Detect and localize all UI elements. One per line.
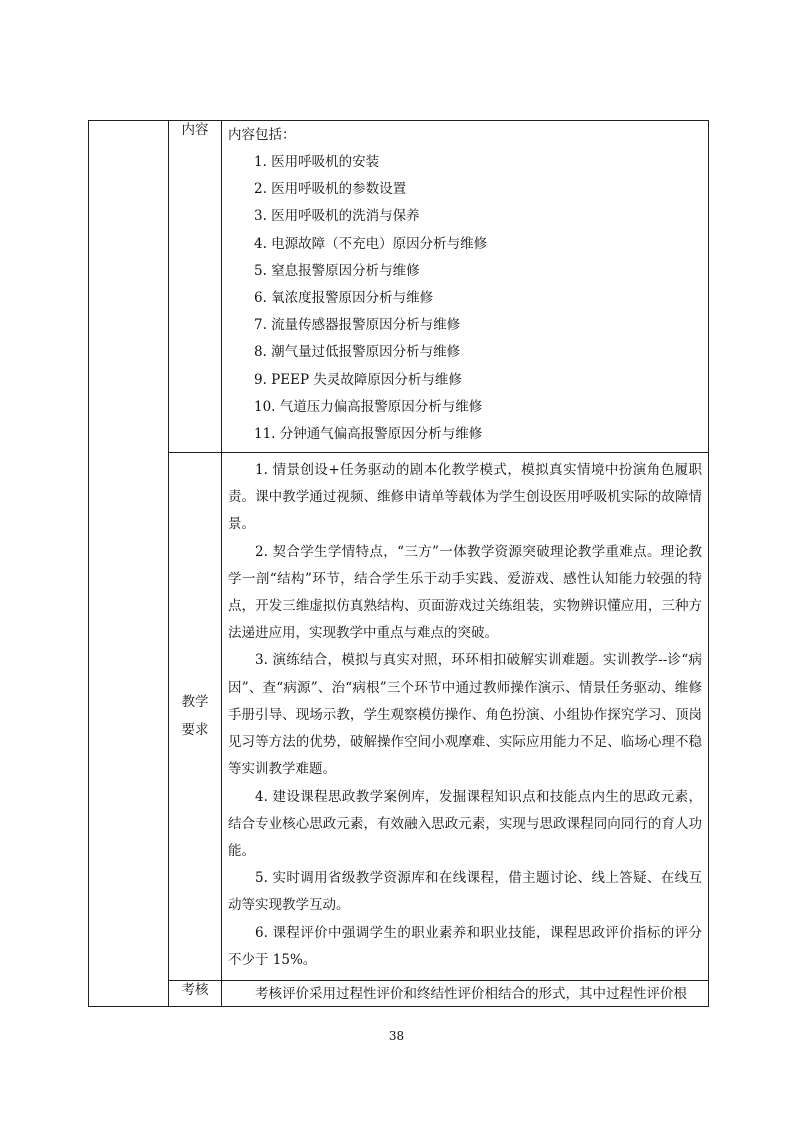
list-item: 6. 氧浓度报警原因分析与维修 <box>254 289 434 306</box>
list-item: 1. 医用呼吸机的安装 <box>254 154 380 170</box>
exam-label: 考核 <box>169 980 222 1006</box>
list-item: 10. 气道压力偏高报警原因分析与维修 <box>254 398 483 415</box>
teaching-label-line1: 教学 <box>181 694 209 711</box>
content-intro: 内容包括： <box>228 127 296 143</box>
content-cell <box>222 121 709 453</box>
teaching-cell <box>222 453 709 981</box>
page-number: 38 <box>388 1029 405 1043</box>
list-item: 9. PEEP 失灵故障原因分析与维修 <box>254 371 462 388</box>
requirement-paragraph: 4. 建设课程思政教学案例库，发掘课程知识点和技能点内生的思政元素，结合专业核心思政元素，有效融入思政元素，实现与思政课程同向同行的育人功能。 <box>228 788 702 859</box>
requirement-paragraph: 1. 情景创设+任务驱动的剧本化教学模式，模拟真实情境中扮演角色履职责。课中教学通过视频、维修申请单等载体为学生创设医用呼吸机实际的故障情景。 <box>228 462 702 533</box>
list-item: 5. 窒息报警原因分析与维修 <box>254 262 420 279</box>
requirement-paragraph: 2. 契合学生学情特点，“三方”一体教学资源突破理论教学重难点。理论教学一剖“结构”环节，结合学生乐于动手实践、爱游戏、感性认知能力较强的特点，开发三维虚拟仿真熟结构、页面游戏过关练组装，实物辨识懂应用，三种方法递进应用，实现教学中重点与难点的突破。 <box>228 543 702 642</box>
list-item: 8. 潮气量过低报警原因分析与维修 <box>254 344 461 361</box>
requirement-paragraph: 5. 实时调用省级教学资源库和在线课程，借主题讨论、线上答疑、在线互动等实现教学互动。 <box>228 870 702 914</box>
list-item: 11. 分钟通气偏高报警原因分析与维修 <box>254 425 483 442</box>
content-row <box>89 121 709 453</box>
list-item: 4. 电源故障（不充电）原因分析与维修 <box>254 235 488 252</box>
list-item: 3. 医用呼吸机的洗消与保养 <box>254 208 420 225</box>
requirement-paragraph: 3. 演练结合，模拟与真实对照，环环相扣破解实训难题。实训教学--诊“病因”、查“病源”、治“病根”三个环节中通过教师操作演示、情景任务驱动、维修手册引导、现场示教，学生观察模仿操作、角色扮演、小组协作探究学习、顶岗见习等方法的优势，破解操作空间小观摩难、实际应用能力不足、临场心理不稳等实训教学难题。 <box>228 652 702 778</box>
teaching-label <box>169 453 222 981</box>
exam-text: 考核评价采用过程性评价和终结性评价相结合的形式，其中过程性评价根 <box>255 985 687 1002</box>
curriculum-table <box>88 120 709 1007</box>
exam-cell <box>222 980 709 1006</box>
exam-row <box>89 980 709 1006</box>
left-blank-cell <box>89 121 169 1007</box>
content-label: 内容 <box>169 121 222 453</box>
list-item: 7. 流量传感器报警原因分析与维修 <box>254 317 461 334</box>
requirement-paragraph: 6. 课程评价中强调学生的职业素养和职业技能，课程思政评价指标的评分不少于 15%。 <box>228 924 702 968</box>
teaching-row <box>89 453 709 981</box>
list-item: 2. 医用呼吸机的参数设置 <box>254 181 407 198</box>
teaching-label-line2: 要求 <box>181 722 209 739</box>
